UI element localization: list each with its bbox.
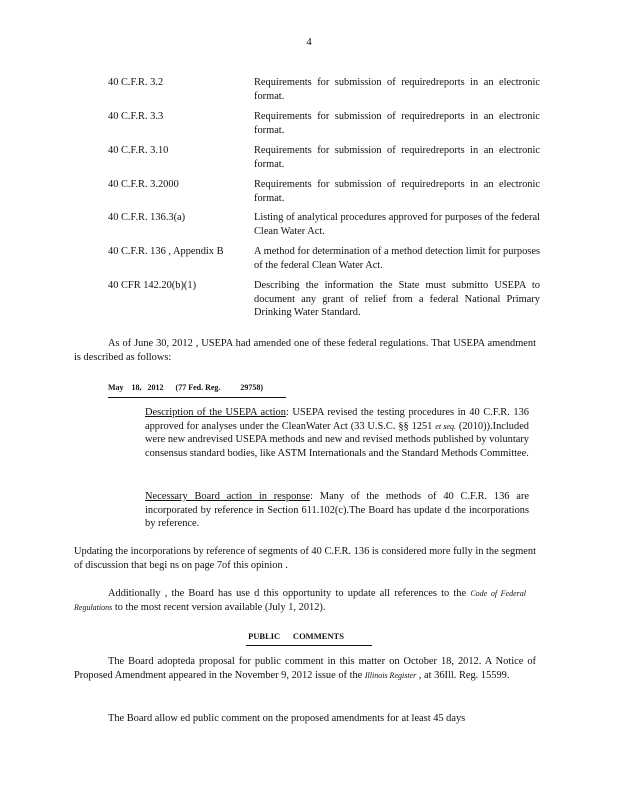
amendment-heading: May 18, 2012 (77 Fed. Reg. 29758)	[108, 381, 286, 395]
paragraph-additionally: Additionally , the Board has use d this opportunity to update all references to the Code of Federal Regulations to the most recent version available (July 1, 2012).	[74, 588, 526, 613]
paragraph-as-of: As of June 30, 2012 , USEPA had amended one of these federal regulations. That USEPA amendment is described as follows:	[74, 338, 536, 363]
regulation-cite: 40 C.F.R. 3.2000	[108, 179, 179, 190]
regulation-description: Listing of analytical procedures approved for purposes of the federal Clean Water Act.	[254, 212, 540, 237]
description-of-action: Description of the USEPA action: USEPA revised the testing procedures in 40 C.F.R. 136 approved for analyses under the CleanWater Act (33 U.S.C. §§ 1251 et seq. (2010)).Included were new andrevised USEPA methods and new and revised methods published by voluntary consensus standard bodies, like ASTM Internationals and the Standard Methods Committee.	[145, 407, 530, 459]
regulation-description: Requirements for submission of requiredreports in an electronic format.	[254, 145, 540, 170]
description-label: Description of the USEPA action	[145, 407, 286, 418]
paragraph-updating: Updating the incorporations by reference of segments of 40 C.F.R. 136 is considered more fully in the segment of discussion that begi ns on page 7of this opinion .	[74, 546, 536, 571]
regulation-cite: 40 C.F.R. 3.3	[108, 111, 164, 122]
regulation-cite: 40 C.F.R. 3.2	[108, 77, 164, 88]
paragraph-allowed-comment: The Board allow ed public comment on the proposed amendments for at least 45 days	[108, 713, 466, 724]
regulation-cite: 40 C.F.R. 136 , Appendix B	[108, 246, 224, 257]
regulation-description: Requirements for submission of requiredreports in an electronic format.	[254, 111, 540, 136]
regulation-description: Describing the information the State must submitto USEPA to document any grant of relief from a federal National Primary Drinking Water Standard.	[254, 280, 540, 318]
necessary-board-action: Necessary Board action in response: Many of the methods of 40 C.F.R. 136 are incorporated by reference in Section 611.102(c).The Board has update d the incorporations by reference.	[145, 491, 529, 529]
regulation-description: Requirements for submission of requiredreports in an electronic format.	[254, 77, 540, 102]
public-comments-heading: PUBLIC COMMENTS	[0, 630, 618, 646]
necessary-action-label: Necessary Board action in response	[145, 491, 311, 502]
regulation-description: A method for determination of a method detection limit for purposes of the federal Clean Water Act.	[254, 246, 540, 271]
regulation-cite: 40 C.F.R. 3.10	[108, 145, 169, 156]
regulation-cite: 40 C.F.R. 136.3(a)	[108, 212, 186, 223]
regulation-description: Requirements for submission of requiredreports in an electronic format.	[254, 179, 540, 204]
page-number: 4	[306, 36, 312, 48]
paragraph-board-adopted: The Board adopteda proposal for public comment in this matter on October 18, 2012. A Notice of Proposed Amendment appeared in the November 9, 2012 issue of the Illinois Register , at 36Ill. Reg. 15599.	[74, 656, 536, 681]
regulation-cite: 40 CFR 142.20(b)(1)	[108, 280, 197, 291]
